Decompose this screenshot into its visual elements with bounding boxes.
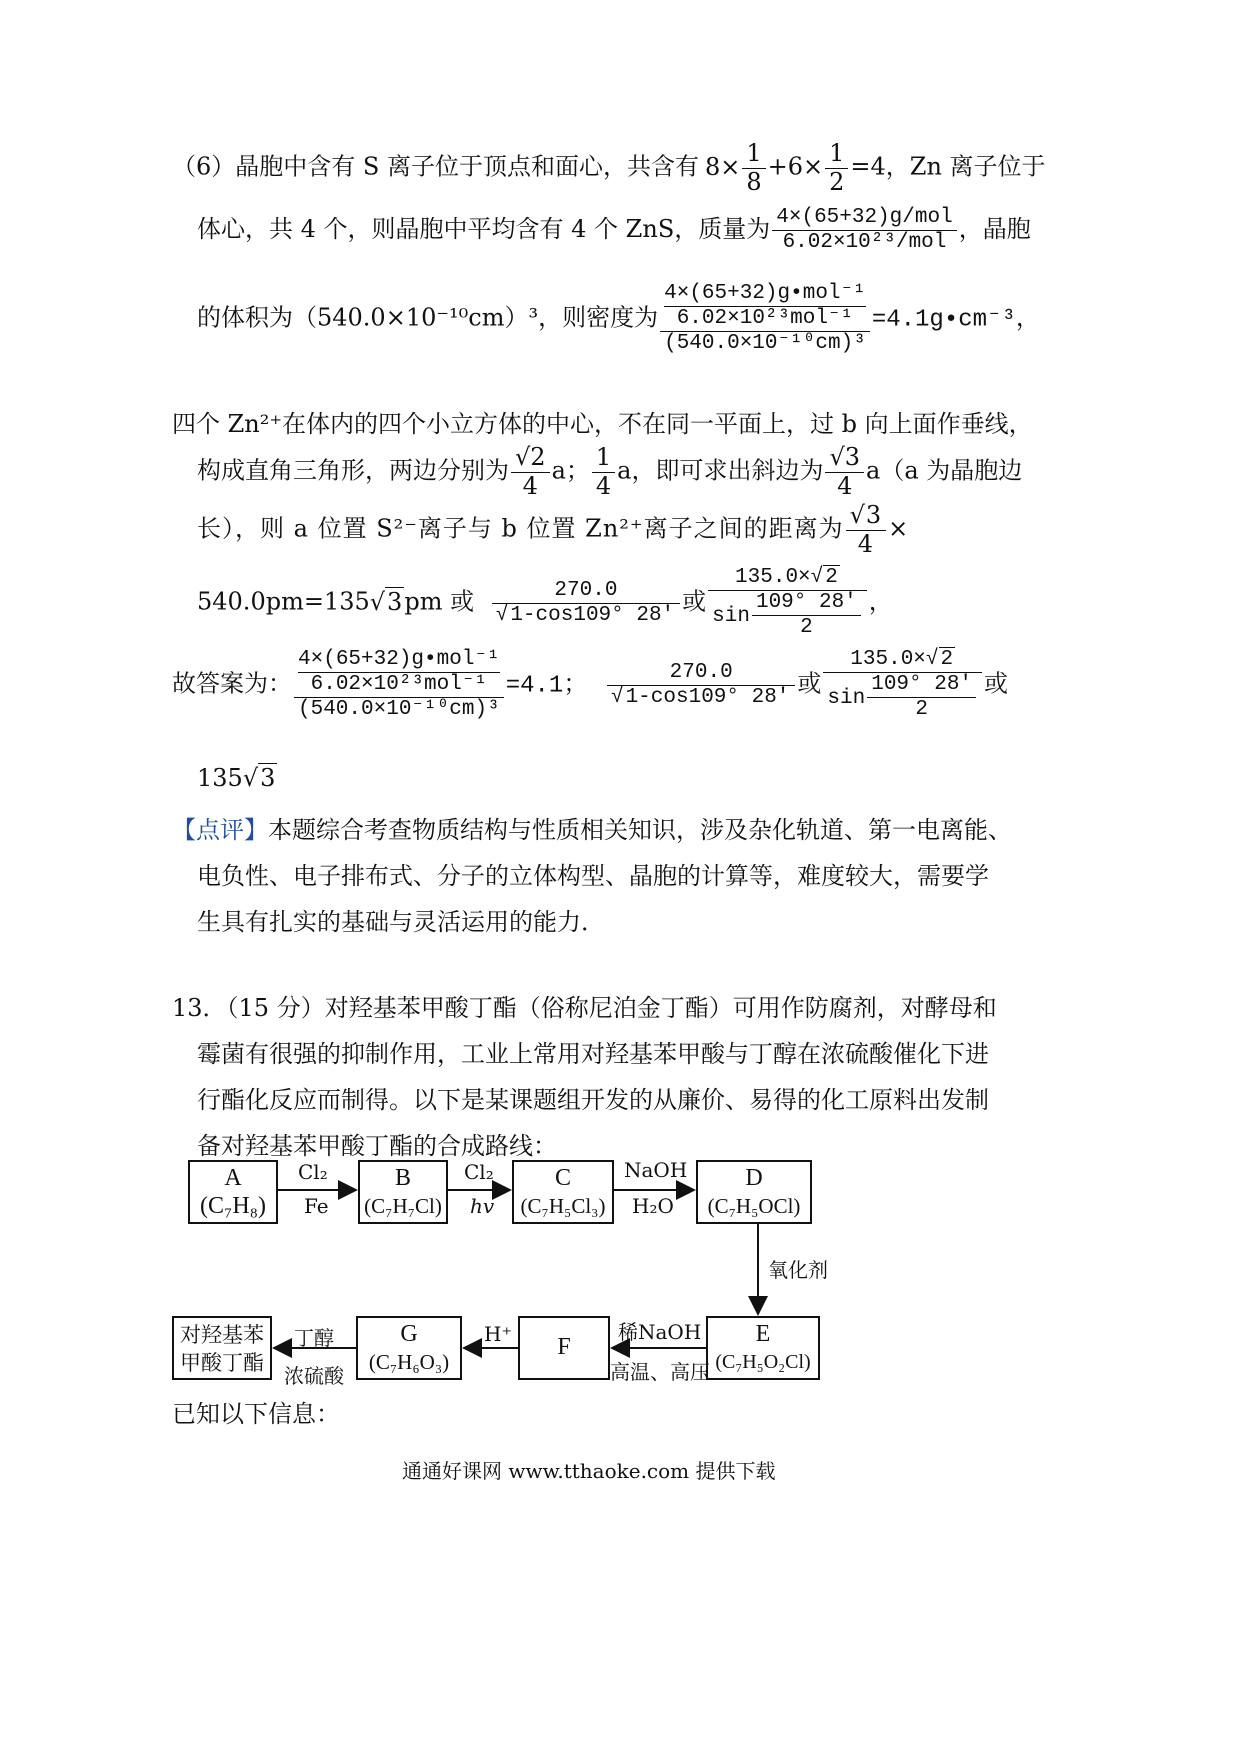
sec6-line1 [172,140,1046,196]
den [607,686,795,710]
num-bot: 6.02×10²³mol⁻¹ [310,673,488,697]
num [294,648,504,698]
text: 135 [197,764,243,792]
compound-name: C [554,1165,571,1191]
comment-line2: 电负性、电子排布式、分子的立体构型、晶胞的计算等，难度较大，需要学 [197,862,989,890]
compound-formula: (C₇H₈) [199,1193,267,1219]
compound-g [356,1316,462,1380]
fraction-1-4 [592,444,615,500]
compound-formula: (C₇H₆O₃) [368,1350,450,1374]
reagent-de: 氧化剂 [768,1258,828,1282]
reagent-bc-bot: hv [470,1194,495,1218]
den: 6.02×10²³/mol [782,231,947,255]
fraction-1-2 [825,140,848,196]
radicand: 2 [940,648,954,671]
reagent-cd-bot: H₂O [632,1194,674,1218]
answer-density-fraction [294,648,504,722]
num-top: 4×(65+32)g•mol⁻¹ [664,282,866,307]
den [823,673,982,722]
den: 2 [800,616,813,640]
sqrt-3: √3 [369,587,403,616]
den: 2 [829,167,845,196]
sec6-line2 [197,206,1031,255]
num [823,648,982,673]
sqrt-2: √2 [810,566,838,589]
compound-formula: (C₇H₇Cl) [364,1194,442,1218]
reagent-cd-top: NaOH [624,1158,688,1182]
answer-line [172,648,1008,722]
compound-e [706,1316,820,1380]
text: （6）晶胞中含有 S 离子位于顶点和面心，共含有 [172,152,699,181]
text: 或 [682,587,707,616]
reagent-fg-top: H⁺ [484,1322,512,1346]
num-text: 135.0× [850,648,926,671]
radicand: 2 [825,566,838,589]
radicand: 3 [260,764,276,792]
sec6-line5 [197,444,1022,500]
den: 4 [595,471,612,500]
answer-distance-fraction-2 [823,648,982,722]
fraction-1-8 [742,140,765,196]
compound-name: G [400,1321,418,1347]
sqrt-3: √3 [242,764,276,792]
sec6-line7 [197,566,893,640]
num: √3 [846,502,887,531]
text: 或 [797,669,822,698]
sin: sin [827,687,866,711]
sqrt: √1-cos109° 28′ [610,685,790,709]
text: × [888,514,910,543]
compound-a [188,1160,278,1224]
q13-line3: 行酯化反应而制得。以下是某课题组开发的从廉价、易得的化工原料出发制 [197,1086,989,1114]
reagent-ef-bot: 高温、高压 [610,1360,710,1384]
angle-fraction [752,591,861,640]
text: +6× [767,152,824,181]
num: 1 [742,140,765,169]
num-bot: 6.02×10²³mol⁻¹ [676,307,854,331]
compound-f [518,1316,610,1380]
angle-fraction [867,673,976,722]
sqrt-2: √2 [925,648,954,671]
text: 或 [984,669,1009,698]
text: a，即可求出斜边为 [617,456,824,485]
num: 1 [592,444,615,473]
compound-formula: (C₇H₅O₂Cl) [715,1351,811,1373]
text: a； [551,456,590,485]
den: 8 [746,167,762,196]
radicand: 1-cos109° 28′ [510,603,675,627]
text: 540.0pm=135 [197,587,370,616]
footer: 通通好课网 www.tthaoke.com 提供下载 [402,1459,776,1483]
den: 2 [915,698,928,722]
answer-label: 故答案为： [172,669,292,698]
fraction-r3-4-b [846,502,887,558]
compound-b [358,1160,448,1224]
num-text: 135.0× [735,566,811,589]
compound-name: B [394,1165,411,1191]
fraction-r2-4 [511,444,550,500]
answer-last [197,764,277,792]
den: (540.0×10⁻¹⁰cm)³ [664,332,866,356]
text: 长），则 a 位置 S²⁻离子与 b 位置 Zn²⁺离子之间的距离为 [197,514,844,543]
compound-name: D [745,1165,763,1191]
compound-name: F [557,1334,571,1360]
text: 构成直角三角形，两边分别为 [197,456,509,485]
distance-fraction-2 [708,566,867,640]
num-top: 4×(65+32)g•mol⁻¹ [298,648,500,673]
sec6-line4: 四个 Zn²⁺在体内的四个小立方体的中心，不在同一平面上，过 b 向上面作垂线， [172,410,1033,438]
den [708,591,867,640]
num: 4×(65+32)g/mol [772,206,956,231]
density-fraction [660,282,870,356]
q13-line4: 备对羟基苯甲酸丁酯的合成路线： [197,1132,557,1160]
text: =4.1g•cm⁻³， [871,306,1040,334]
distance-fraction-1 [492,579,680,628]
sin: sin [712,605,750,629]
num: 270.0 [492,579,680,604]
reagent-gp-bot: 浓硫酸 [284,1364,344,1388]
den [492,604,680,628]
product-line: 甲酸丁酯 [180,1351,264,1375]
q13-line1: 13．（15 分）对羟基苯甲酸丁酯（俗称尼泊金丁酯）可用作防腐剂，对酵母和 [172,994,997,1022]
compound-name: A [224,1165,242,1191]
reagent-bc-top: Cl₂ [464,1160,494,1184]
num: 1 [825,140,848,169]
text: a（a 为晶胞边 [866,456,1023,485]
q13-line2: 霉菌有很强的抑制作用，工业上常用对羟基苯甲酸与丁醇在浓硫酸催化下进 [197,1040,989,1068]
den: (540.0×10⁻¹⁰cm)³ [298,698,500,722]
sec6-line3 [197,282,1040,356]
comment-line3: 生具有扎实的基础与灵活运用的能力． [197,908,605,936]
reagent-gp-top: 丁醇 [294,1326,334,1350]
radicand: 1-cos109° 28′ [625,685,790,709]
text: ， [868,587,893,616]
den: 4 [837,471,853,500]
den: 4 [857,529,875,558]
radicand: 3 [387,587,403,616]
fraction-r3-4 [825,444,864,500]
text: =4.1； [505,672,588,700]
num: √2 [511,444,550,473]
text: =4，Zn 离子位于 [850,152,1046,181]
num: 270.0 [607,661,795,686]
den: 4 [522,471,538,500]
sec6-line6 [197,502,909,558]
num: 109° 28′ [752,591,861,616]
known-info: 已知以下信息： [172,1400,340,1428]
compound-name: E [755,1321,771,1347]
sqrt: √1-cos109° 28′ [495,603,675,627]
compound-formula: (C₇H₅Cl₃) [520,1194,606,1218]
num [708,566,867,591]
product-box [172,1316,272,1380]
compound-d [696,1160,812,1224]
text: 本题综合考查物质结构与性质相关知识，涉及杂化轨道、第一电离能、 [268,816,1012,844]
mass-fraction [772,206,956,255]
text: 体心，共 4 个，则晶胞中平均含有 4 个 ZnS，质量为 [197,215,771,244]
product-line: 对羟基苯 [180,1323,264,1347]
compound-c [512,1160,614,1224]
text: ，晶胞 [958,215,1031,244]
text: 8× [704,152,741,181]
text: 的体积为（540.0×10⁻¹⁰cm）³，则密度为 [197,303,659,332]
reagent-ef-top: 稀NaOH [618,1320,702,1344]
comment-label: 【点评】 [172,816,268,844]
comment-line1 [172,810,1012,845]
reagent-ab-top: Cl₂ [298,1160,328,1184]
answer-distance-fraction-1 [607,661,795,710]
num: √3 [825,444,864,473]
num: 109° 28′ [867,673,976,698]
num [660,282,870,332]
text: pm 或 [404,587,475,616]
compound-formula: (C₇H₅OCl) [707,1194,801,1218]
reagent-ab-bot: Fe [304,1194,329,1218]
